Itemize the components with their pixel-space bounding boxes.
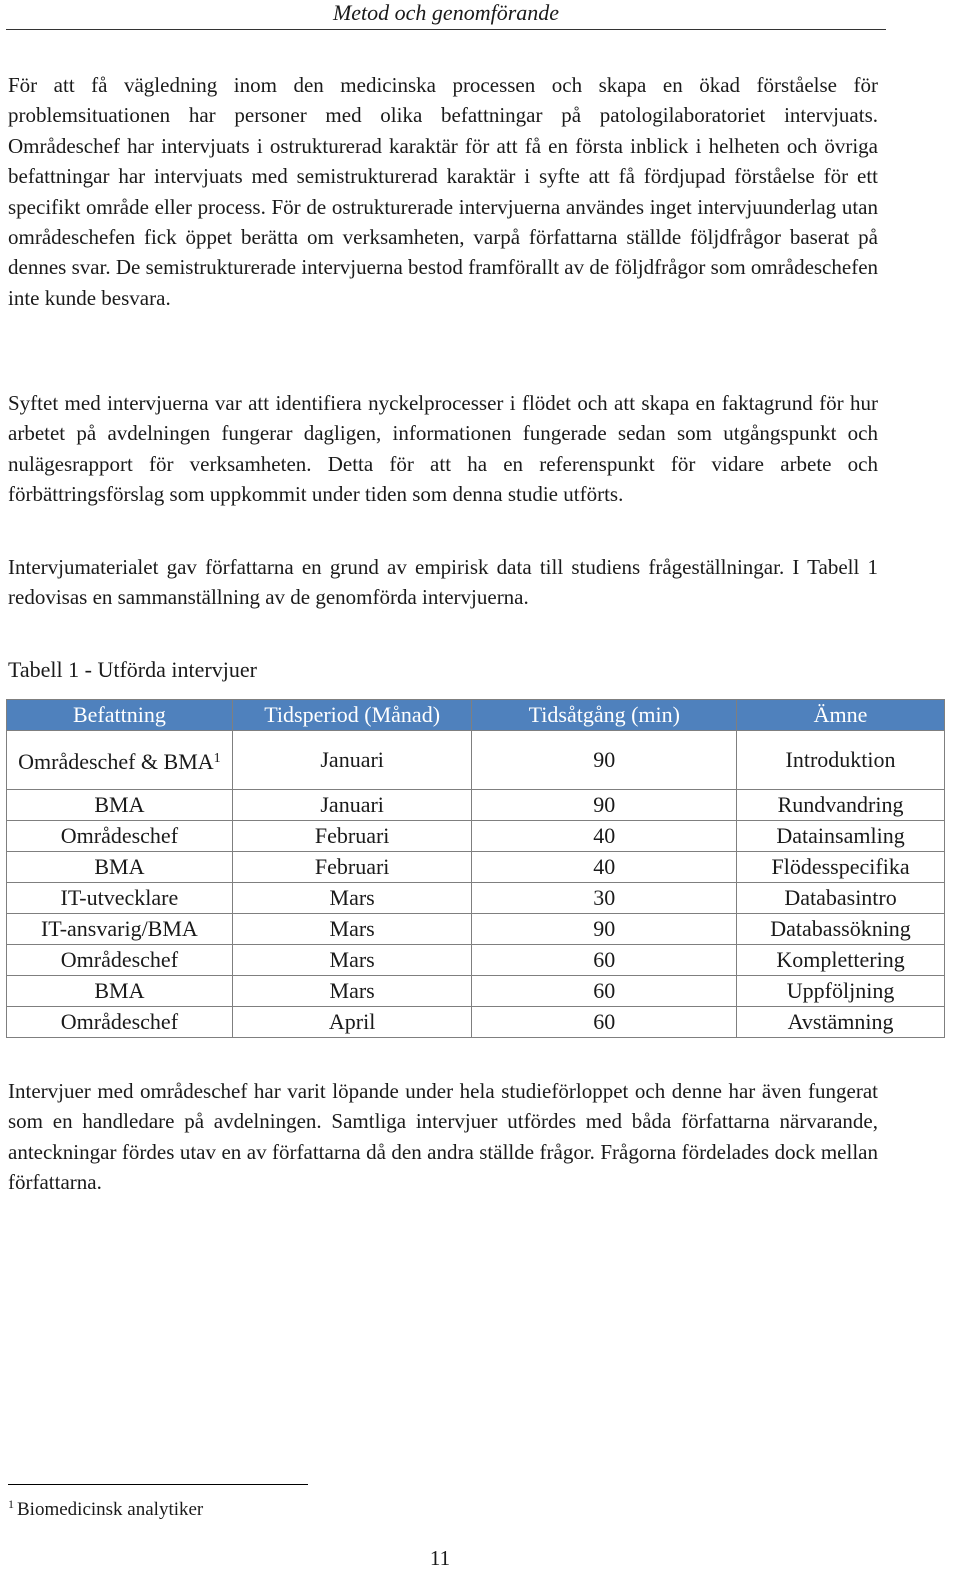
- table-row: [7, 976, 945, 1007]
- cell-befattning: Områdeschef: [7, 1007, 233, 1038]
- cell-minutes: 60: [472, 945, 737, 976]
- cell-period: April: [232, 1007, 472, 1038]
- cell-minutes: 90: [472, 790, 737, 821]
- cell-befattning: Områdeschef: [7, 821, 233, 852]
- cell-period: Februari: [232, 821, 472, 852]
- column-header-befattning: Befattning: [7, 700, 233, 731]
- cell-befattning: IT-ansvarig/BMA: [7, 914, 233, 945]
- cell-period: Mars: [232, 914, 472, 945]
- cell-minutes: 60: [472, 1007, 737, 1038]
- table-row: [7, 821, 945, 852]
- column-header-tidsperiod: Tidsperiod (Månad): [232, 700, 472, 731]
- table-row: [7, 1007, 945, 1038]
- cell-period: Mars: [232, 945, 472, 976]
- cell-topic: Introduktion: [737, 731, 945, 790]
- cell-befattning-text: Områdeschef & BMA: [18, 748, 214, 774]
- cell-minutes: 40: [472, 821, 737, 852]
- footnote-text: Biomedicinsk analytiker: [17, 1499, 204, 1520]
- cell-period: Mars: [232, 883, 472, 914]
- cell-befattning: IT-utvecklare: [7, 883, 233, 914]
- cell-topic: Avstämning: [737, 1007, 945, 1038]
- paragraph-syfte: Syftet med intervjuerna var att identifiera nyckelprocesser i flödet och att skapa en faktagrund för hur arbetet på avdelningen fungerar dagligen, informationen fungerade sedan som utgångspunkt och nulägesrapport för verksamheten. Detta för att ha en referenspunkt för vidare arbete och förbättringsförslag som uppkommit under tiden som denna studie utförts.: [8, 391, 878, 507]
- cell-minutes: 40: [472, 852, 737, 883]
- cell-period: Januari: [232, 790, 472, 821]
- cell-period: Januari: [232, 731, 472, 790]
- table-row: [7, 914, 945, 945]
- table-row: [7, 731, 945, 790]
- table-row: [7, 883, 945, 914]
- cell-period: Mars: [232, 976, 472, 1007]
- table-header-row: [7, 700, 945, 731]
- paragraph-intervjumaterial: Intervjumaterialet gav författarna en grund av empirisk data till studiens frågeställningar. I Tabell 1 redovisas en sammanställning av de genomförda intervjuerna.: [8, 555, 878, 610]
- cell-minutes: 30: [472, 883, 737, 914]
- cell-topic: Rundvandring: [737, 790, 945, 821]
- footnote: [8, 1492, 203, 1522]
- cell-topic: Databassökning: [737, 914, 945, 945]
- cell-minutes: 90: [472, 731, 737, 790]
- footnote-marker: 1: [8, 1497, 14, 1511]
- running-header-title: Metod och genomförande: [332, 0, 560, 25]
- interviews-table: [6, 699, 945, 1038]
- cell-topic: Flödesspecifika: [737, 852, 945, 883]
- cell-befattning: BMA: [7, 852, 233, 883]
- table-caption: Tabell 1 - Utförda intervjuer: [8, 657, 257, 682]
- table-row: [7, 852, 945, 883]
- cell-befattning: Områdeschef: [7, 945, 233, 976]
- column-header-amne: Ämne: [737, 700, 945, 731]
- cell-minutes: 60: [472, 976, 737, 1007]
- cell-minutes: 90: [472, 914, 737, 945]
- footnote-reference: 1: [213, 750, 221, 766]
- paragraph-intervjuer-genomforande: Intervjuer med områdeschef har varit löpande under hela studieförloppet och denne har även fungerat som en handledare på avdelningen. Samtliga intervjuer utfördes med båda författarna närvarande, anteckningar fördes utav en av författarna då den andra ställde frågor. Frågorna fördelades dock mellan författarna.: [8, 1079, 878, 1195]
- cell-period: Februari: [232, 852, 472, 883]
- page-number: 11: [429, 1546, 451, 1570]
- paragraph-intervjuer-metod: För att få vägledning inom den medicinska processen och skapa en ökad förståelse för problemsituationen har personer med olika befattningar på patologilaboratoriet intervjuats. Områdeschef har intervjuats i ostrukturerad karaktär för att få en första inblick i helheten och övriga befattningar har intervjuats med semistrukturerad karaktär i syfte att få fördjupad förståelse för ett specifikt område eller process. För de ostrukturerade intervjuerna användes inget intervjuunderlag utan områdeschefen fick öppet berätta om verksamheten, varpå författarna ställde följdfrågor baserat på dennes svar. De semistrukturerade intervjuerna bestod framförallt av de följdfrågor som områdeschefen inte kunde besvara.: [8, 73, 879, 310]
- table-row: [7, 945, 945, 976]
- footnote-separator: [8, 1484, 308, 1485]
- cell-befattning: [7, 731, 233, 790]
- cell-topic: Komplettering: [737, 945, 945, 976]
- cell-topic: Databasintro: [737, 883, 945, 914]
- running-header: [6, 0, 886, 30]
- table-row: [7, 790, 945, 821]
- cell-topic: Datainsamling: [737, 821, 945, 852]
- column-header-tidsatgang: Tidsåtgång (min): [472, 700, 737, 731]
- cell-topic: Uppföljning: [737, 976, 945, 1007]
- cell-befattning: BMA: [7, 790, 233, 821]
- cell-befattning: BMA: [7, 976, 233, 1007]
